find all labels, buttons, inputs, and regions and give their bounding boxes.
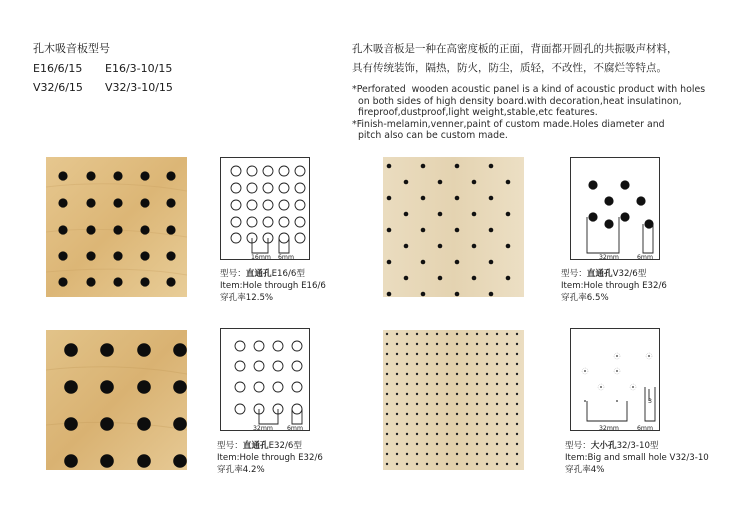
rate-caption-e16-6: 穿孔率12.5% — [220, 293, 274, 303]
panel-photo-v32-6 — [383, 157, 524, 297]
dim-hole-label: 6mm — [287, 425, 303, 430]
type-caption-v32-3-10: 型号：大小孔32/3-10型 — [565, 441, 659, 451]
description-cn-line-1: 孔木吸音板是一种在高密度板的正面，背面都开圆孔的共振吸声材料， — [352, 43, 678, 55]
panel-photo-e32-6 — [46, 330, 187, 470]
dim-pitch-label: 32mm — [599, 425, 619, 430]
description-en-line-2: on both sides of high density board.with decoration,heat insulatinon, — [352, 95, 682, 107]
dim-pitch-label: 32mm — [253, 425, 273, 430]
hole-diagram-e16-6 — [220, 157, 310, 260]
dim-pitch-label: 16mm — [251, 254, 271, 259]
item-caption-v32-3-10: Item:Big and small hole V32/3-10 — [565, 453, 709, 463]
description-cn-line-2: 具有传统装饰，隔热，防火，防尘，质轻，不改性，不腐烂等特点。 — [352, 62, 667, 74]
type-caption-e16-6: 型号：直通孔E16/6型 — [220, 269, 305, 279]
model-e16-6-15: E16/6/15 — [33, 62, 83, 75]
hole-diagram-v32-6 — [570, 157, 660, 260]
model-v32-3-10-15: V32/3-10/15 — [105, 81, 173, 94]
item-caption-e16-6: Item:Hole through E16/6 — [220, 281, 326, 291]
panel-photo-e16-6 — [46, 157, 187, 297]
description-en-line-3: fireproof,dustproof,light weight,stable,etc features. — [352, 107, 598, 118]
description-en-line-1: *Perforated wooden acoustic panel is a kind of acoustic product with holes — [352, 84, 706, 95]
rate-caption-e32-6: 穿孔率4.2% — [217, 465, 265, 475]
model-v32-6-15: V32/6/15 — [33, 81, 83, 94]
hole-diagram-v32-3-10 — [570, 328, 660, 431]
dim-hole-label: 6mm — [278, 254, 294, 259]
type-caption-e32-6: 型号：直通孔E32/6型 — [217, 441, 302, 451]
dim-pitch-label: 32mm — [599, 254, 619, 259]
dim-hole-label: 6mm — [637, 425, 653, 430]
description-en-line-5: pitch also can be custom made. — [352, 130, 508, 141]
rate-caption-v32-6: 穿孔率6.5% — [561, 293, 609, 303]
model-e16-3-10-15: E16/3-10/15 — [105, 62, 173, 75]
item-caption-e32-6: Item:Hole through E32/6 — [217, 453, 323, 463]
rate-caption-v32-3-10: 穿孔率4% — [565, 465, 605, 475]
type-caption-v32-6: 型号：直通孔V32/6型 — [561, 269, 647, 279]
dim-hole-label: 6mm — [637, 254, 653, 259]
series-title: 孔木吸音板型号 — [33, 42, 110, 55]
panel-photo-v32-3-10 — [383, 330, 524, 470]
dim-small-hole-label: 3 — [648, 398, 652, 405]
item-caption-v32-6: Item:Hole through E32/6 — [561, 281, 667, 291]
description-en-line-4: *Finish-melamin,venner,paint of custom made.Holes diameter and — [352, 118, 665, 130]
hole-diagram-e32-6 — [220, 328, 310, 431]
